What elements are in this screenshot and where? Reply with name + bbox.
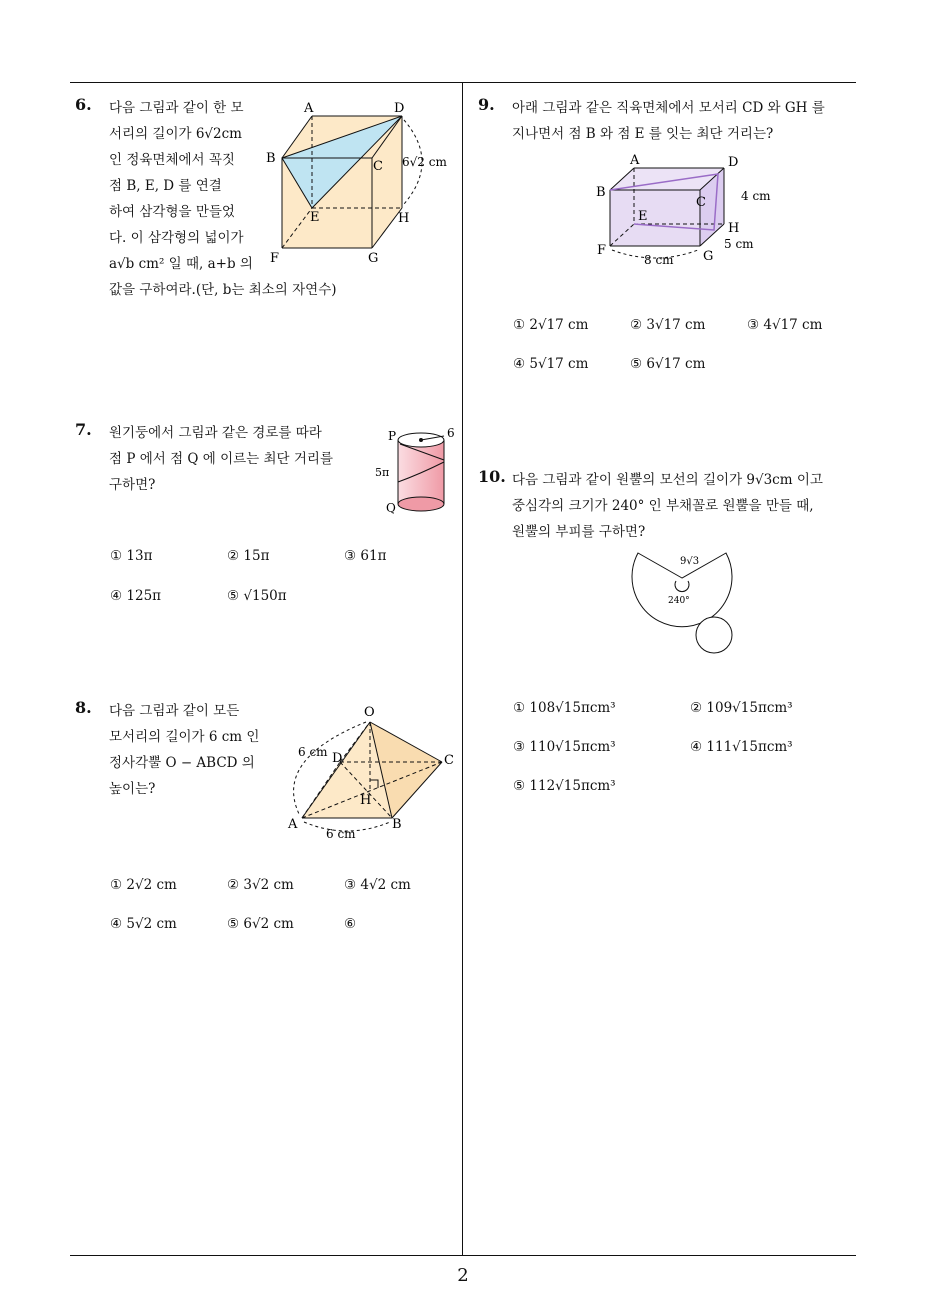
choice-2[interactable]: ② 3√17 cm [630,317,706,333]
label-A: A [288,817,298,832]
label-E: E [638,209,648,224]
choice-5[interactable]: ⑤ √150π [227,588,287,604]
question-text: 다음 그림과 같이 한 모 서리의 길이가 6√2cm 인 정육면체에서 꼭짓 점 B, E, D 를 연결 하여 삼각형을 만들었 다. 이 삼각형의 넓이가 a√b cm² 일 때, a+b 의 값을 구하여라.(단, b는 최소의 자연수) [109,100,337,298]
label-D: D [728,155,739,170]
choice-3[interactable]: ③ 4√2 cm [344,877,411,893]
choice-5[interactable]: ⑤ 6√2 cm [227,916,294,932]
label-C: C [373,159,383,174]
page-number: 2 [457,1265,469,1286]
sector-figure [628,548,738,658]
choice-4[interactable]: ④ 125π [110,588,162,604]
question-10 [478,467,858,557]
question-number: 9. [478,95,495,114]
label-B: B [266,151,276,166]
label-A: A [630,153,640,168]
question-text: 아래 그림과 같은 직육면체에서 모서리 CD 와 GH 를 지나면서 점 B 와 점 E 를 잇는 최단 거리는? [512,100,825,142]
edge-length-label: 6 cm [298,745,328,759]
edge-length-label: 6√2 cm [402,155,447,169]
label-H: H [728,221,740,236]
choice-4[interactable]: ④ 111√15πcm³ [690,739,793,755]
choice-5[interactable]: ⑤ 6√17 cm [630,356,706,372]
question-text: 다음 그림과 같이 원뿔의 모선의 길이가 9√3cm 이고 중심각의 크기가 240° 인 부채꼴로 원뿔을 만들 때, 원뿔의 부피를 구하면? [512,472,823,540]
pyramid-figure [282,700,462,845]
column-divider [462,82,463,1256]
label-H: H [398,211,410,226]
choice-6[interactable]: ⑥ [344,916,357,932]
label-G: G [703,249,714,264]
top-rule [70,82,856,83]
question-9 [478,95,858,155]
label-B: B [392,817,402,832]
choice-4[interactable]: ④ 5√2 cm [110,916,177,932]
question-number: 6. [75,95,92,114]
label-G: G [368,251,379,266]
choice-5[interactable]: ⑤ 112√15πcm³ [513,778,616,794]
height-label: 5π [375,466,390,479]
question-number: 10. [478,467,506,486]
label-D: D [394,101,405,116]
label-C: C [444,753,454,768]
radius-label: 9√3 [680,556,700,567]
label-H: H [360,793,372,808]
depth-label: 5 cm [724,237,754,251]
choice-4[interactable]: ④ 5√17 cm [513,356,589,372]
label-D: D [332,751,343,766]
choice-1[interactable]: ① 13π [110,548,153,564]
label-O: O [364,705,375,720]
choice-3[interactable]: ③ 110√15πcm³ [513,739,616,755]
label-C: C [696,195,706,210]
radius-label: 6 [447,426,455,440]
choice-2[interactable]: ② 15π [227,548,270,564]
choice-3[interactable]: ③ 4√17 cm [747,317,823,333]
bottom-rule [70,1255,856,1256]
choice-1[interactable]: ① 2√2 cm [110,877,177,893]
question-number: 7. [75,420,92,439]
question-text: 원기둥에서 그림과 같은 경로를 따라 점 P 에서 점 Q 에 이르는 최단 거리를 구하면? [109,425,334,493]
choice-3[interactable]: ③ 61π [344,548,387,564]
label-F: F [597,243,607,258]
choice-2[interactable]: ② 3√2 cm [227,877,294,893]
choice-1[interactable]: ① 108√15πcm³ [513,700,616,716]
question-number: 8. [75,698,92,717]
label-Q: Q [386,501,396,515]
angle-label: 240° [668,596,690,606]
label-A: A [304,101,314,116]
cube-figure [262,98,462,268]
cuboid-figure [592,150,792,270]
cylinder-figure [370,422,465,517]
label-B: B [596,185,606,200]
width-label: 8 cm [644,253,674,267]
label-P: P [388,429,397,443]
label-F: F [270,251,280,266]
choice-1[interactable]: ① 2√17 cm [513,317,589,333]
question-text: 다음 그림과 같이 모든 모서리의 길이가 6 cm 인 정사각뿔 O − ABCD 의 높이는? [109,703,260,797]
choice-2[interactable]: ② 109√15πcm³ [690,700,793,716]
base-length-label: 6 cm [326,827,356,841]
label-E: E [310,210,320,225]
height-label: 4 cm [741,189,771,203]
